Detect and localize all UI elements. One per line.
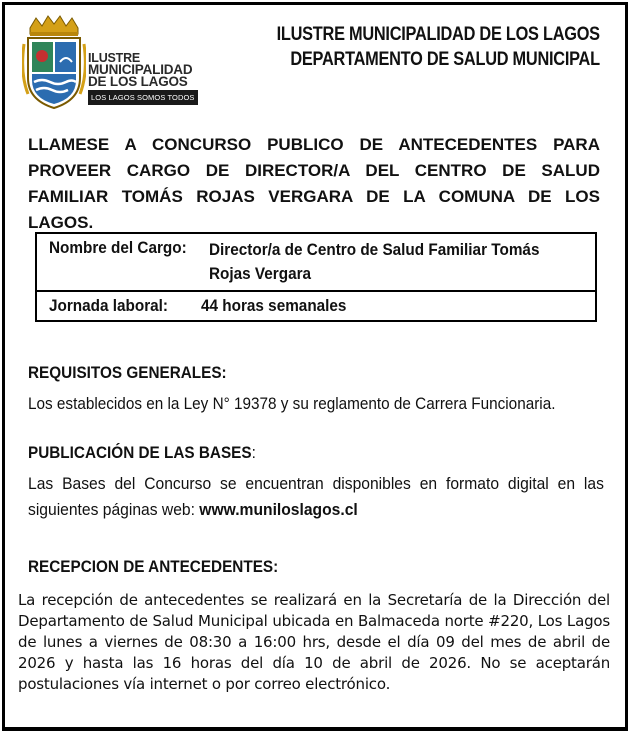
header-line-2: DEPARTAMENTO DE SALUD MUNICIPAL (290, 49, 600, 70)
table-row (37, 234, 595, 290)
website-link[interactable]: www.muniloslagos.cl (199, 500, 358, 519)
announcement-title: LLAMESE A CONCURSO PUBLICO DE ANTECEDENTES PARA PROVEER CARGO DE DIRECTOR/A DEL CENTRO DE SALUD FAMILIAR TOMÁS ROJAS VERGARA DE LA COMUNA DE LOS LAGOS. (28, 135, 600, 232)
reception-body: La recepción de antecedentes se realizará en la Secretaría de la Dirección del Departamento de Salud Municipal ubicada en Balmaceda norte #220, Los Lagos de lunes a viernes de 08:30 a 16:00 hrs, desde el día 09 del mes de abril de 2026 y hasta las 16 horas del día 10 de abril de 2026. No se aceptarán postulaciones vía internet o por correo electrónico. (18, 591, 610, 693)
workday-label: Jornada laboral: (49, 296, 169, 315)
document-header (277, 22, 600, 72)
publication-body: Las Bases del Concurso se encuentran disponibles en formato digital en las siguientes páginas web: www.muniloslagos.cl (28, 474, 604, 519)
requirements-title: REQUISITOS GENERALES: (28, 363, 227, 382)
header-line-1: ILUSTRE MUNICIPALIDAD DE LOS LAGOS (276, 24, 600, 45)
requirements-body: Los establecidos en la Ley N° 19378 y su reglamento de Carrera Funcionaria. (28, 394, 556, 413)
workday-value: 44 horas semanales (201, 296, 347, 315)
position-name-label: Nombre del Cargo: (49, 238, 187, 257)
logo-slogan: LOS LAGOS SOMOS TODOS (88, 90, 198, 105)
logo-line-2: MUNICIPALIDAD (88, 62, 193, 77)
logo-line-3: DE LOS LAGOS (88, 74, 188, 89)
municipality-logo (22, 14, 202, 114)
logo-wordmark (88, 52, 192, 88)
position-name-value: Director/a de Centro de Salud Familiar Tomás Rojas Vergara (209, 240, 540, 283)
publication-title: PUBLICACIÓN DE LAS BASES: (28, 443, 256, 462)
logo-line-1: ILUSTRE (88, 51, 141, 65)
coat-of-arms-icon (22, 14, 86, 110)
table-row (37, 290, 595, 320)
position-table (35, 232, 597, 322)
reception-title: RECEPCION DE ANTECEDENTES: (28, 557, 279, 576)
